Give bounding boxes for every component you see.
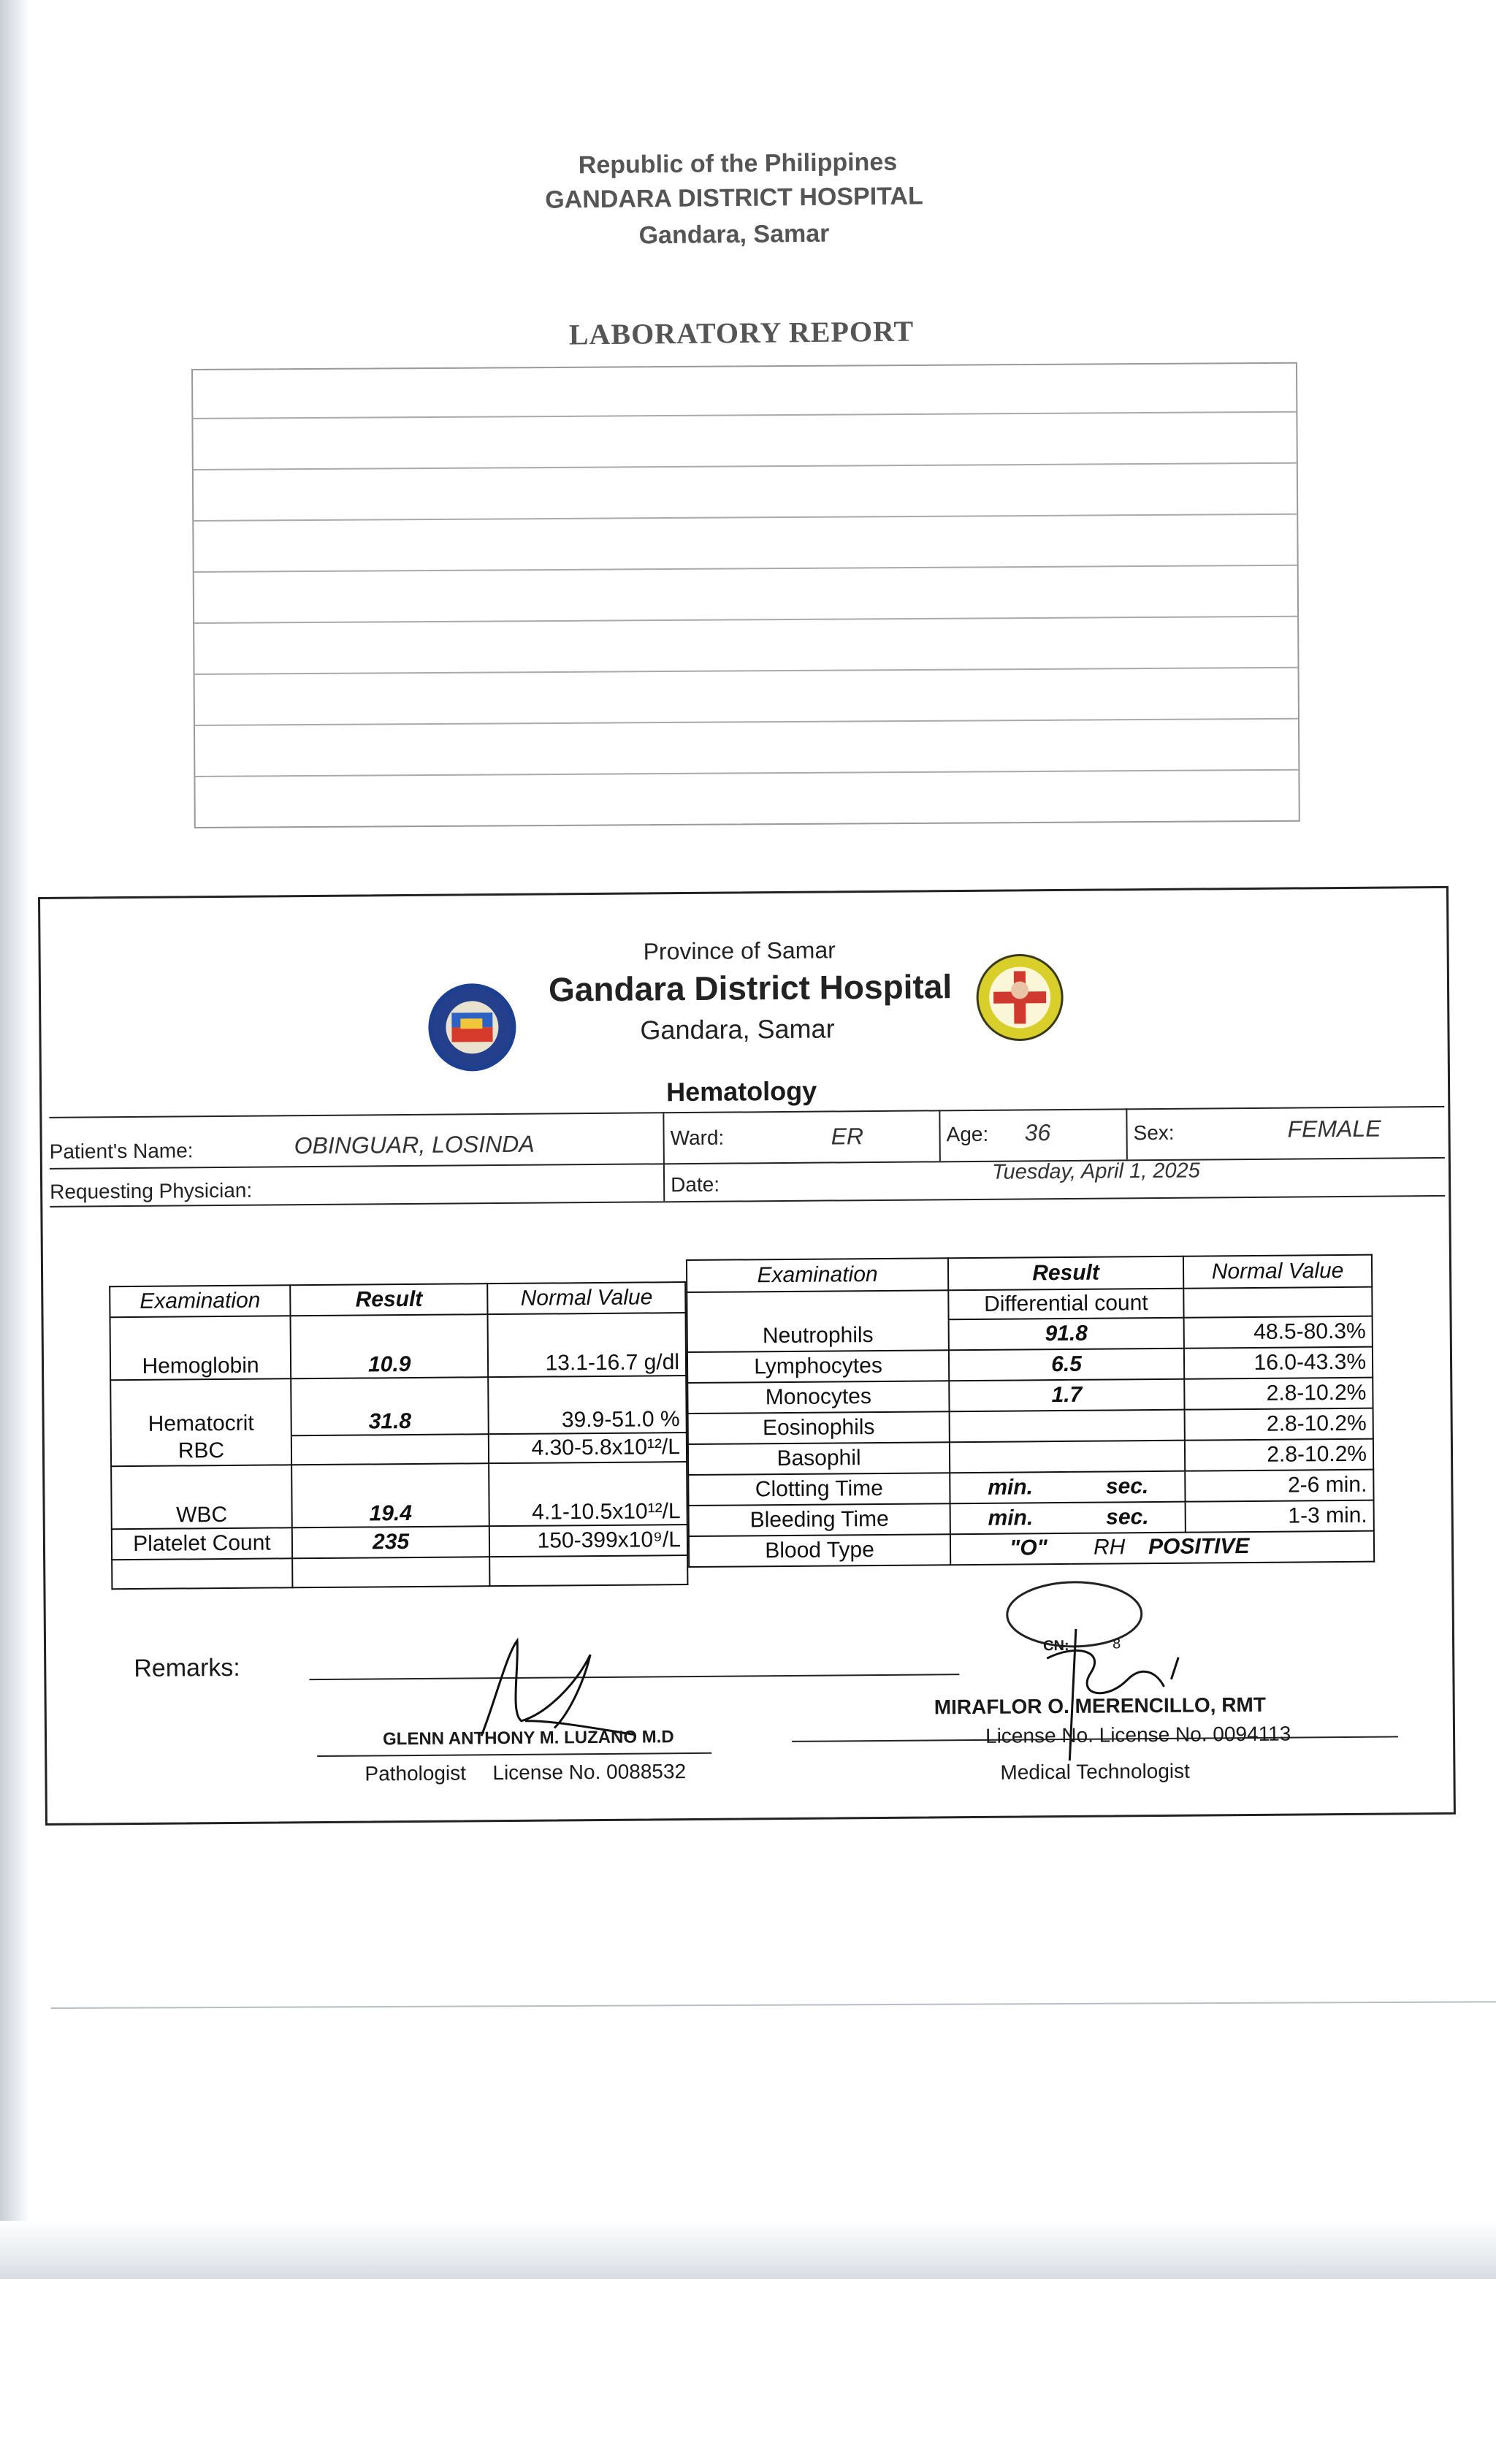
exam-name: Neutrophils (687, 1319, 949, 1352)
exam-normal-value: 48.5-80.3% (1184, 1316, 1373, 1349)
sex-label: Sex: (1133, 1121, 1175, 1145)
exam-result: 19.4 (291, 1463, 489, 1527)
table-row (688, 1439, 1373, 1475)
exam-name: RBC (111, 1435, 291, 1466)
col-header-examination: Examination (687, 1258, 948, 1292)
age-value: 36 (1024, 1119, 1051, 1146)
exam-name: Hematocrit (110, 1378, 291, 1437)
exam-normal-value: 16.0-43.3% (1184, 1347, 1373, 1379)
exam-result (950, 1410, 1185, 1443)
exam-result: 1.7 (949, 1379, 1184, 1412)
blood-count-table (109, 1281, 688, 1590)
exam-result: 10.9 (291, 1314, 489, 1378)
bleeding-min-unit: min. (950, 1503, 1071, 1534)
rh-value: POSITIVE (1148, 1534, 1250, 1560)
differential-count-label: Differential count (948, 1289, 1183, 1320)
info-grid-line (50, 1157, 1445, 1170)
pathologist-title: Pathologist (365, 1761, 467, 1785)
exam-normal-value: 4.1-10.5x10¹²/L (489, 1462, 687, 1526)
col-header-examination: Examination (110, 1285, 290, 1317)
report-title: LABORATORY REPORT (568, 314, 915, 351)
table-row (687, 1316, 1373, 1352)
pathologist-signature-line (317, 1752, 711, 1757)
ruled-notes-box (191, 362, 1300, 828)
col-header-normal-value: Normal Value (488, 1282, 686, 1314)
hospital-seal-icon (976, 953, 1064, 1042)
blood-type-value: "O" (1009, 1536, 1047, 1560)
table-row (688, 1408, 1373, 1444)
col-header-result: Result (948, 1256, 1183, 1291)
medtech-license: License No. License No. 0094113 (985, 1722, 1291, 1747)
ward-value: ER (831, 1123, 864, 1150)
table-row (110, 1313, 687, 1380)
clotting-min-unit: min. (950, 1472, 1070, 1503)
exam-result: 235 (292, 1526, 490, 1558)
bleeding-normal-value: 1-3 min. (1186, 1500, 1374, 1533)
exam-name: Lymphocytes (687, 1350, 949, 1383)
info-grid-line (1126, 1108, 1128, 1159)
col-header-result: Result (290, 1284, 488, 1316)
clotting-normal-value: 2-6 min. (1185, 1470, 1373, 1502)
medtech-title: Medical Technologist (1000, 1759, 1190, 1784)
hematology-report-card (38, 886, 1456, 1826)
exam-normal-value: 4.30-5.8x10¹²/L (489, 1433, 687, 1463)
card-province: Province of Samar (643, 937, 836, 965)
exam-name: WBC (111, 1465, 292, 1529)
info-grid-line (663, 1112, 665, 1201)
exam-result (950, 1441, 1185, 1473)
section-title: Hematology (665, 1075, 817, 1107)
table-row (112, 1525, 687, 1560)
exam-result (291, 1434, 489, 1465)
exam-normal-value: 150-399x10⁹/L (489, 1525, 687, 1557)
letterhead-country: Republic of the Philippines (578, 148, 898, 180)
exam-normal-value: 2.8-10.2% (1185, 1439, 1373, 1471)
col-header-normal-value: Normal Value (1183, 1255, 1372, 1289)
cn-label: CN: (1043, 1637, 1069, 1655)
differential-count-table (686, 1254, 1375, 1568)
cn-value: 8 (1112, 1636, 1121, 1652)
patient-name-value: OBINGUAR, LOSINDA (294, 1130, 535, 1159)
table-row (111, 1462, 687, 1529)
exam-name: Platelet Count (112, 1527, 292, 1560)
table-row (687, 1347, 1373, 1383)
table-row (110, 1376, 687, 1437)
table-row (111, 1433, 687, 1466)
exam-name: Monocytes (687, 1381, 949, 1414)
table-row (689, 1500, 1374, 1536)
sex-value: FEMALE (1287, 1115, 1381, 1143)
exam-name: Basophil (688, 1442, 950, 1475)
info-grid-line (939, 1110, 941, 1161)
exam-result: 31.8 (291, 1377, 489, 1435)
date-label: Date: (670, 1172, 720, 1197)
bleeding-sec-unit: sec. (1070, 1502, 1186, 1533)
info-grid-line (50, 1195, 1445, 1208)
medtech-name: MIRAFLOR O. MERENCILLO, RMT (934, 1693, 1267, 1719)
table-row (112, 1555, 687, 1589)
info-grid-line (49, 1106, 1444, 1118)
province-seal-icon (428, 983, 516, 1072)
pathologist-name: GLENN ANTHONY M. LUZANO M.D (382, 1727, 674, 1750)
exam-normal-value: 2.8-10.2% (1185, 1408, 1373, 1441)
exam-name: Eosinophils (688, 1411, 950, 1444)
remarks-label: Remarks: (134, 1653, 240, 1683)
age-label: Age: (946, 1122, 989, 1146)
exam-normal-value: 13.1-16.7 g/dl (488, 1313, 686, 1377)
exam-name: Hemoglobin (110, 1316, 291, 1380)
scan-bottom-shadow (0, 2221, 1496, 2279)
letterhead-hospital: GANDARA DISTRICT HOSPITAL (545, 182, 923, 214)
blood-type-label: Blood Type (689, 1534, 950, 1567)
pathologist-license: License No. 0088532 (492, 1760, 687, 1785)
clotting-sec-unit: sec. (1070, 1471, 1186, 1503)
physician-label: Requesting Physician: (50, 1178, 253, 1203)
exam-result: 91.8 (949, 1318, 1184, 1351)
clotting-time-label: Clotting Time (688, 1473, 950, 1506)
date-value: Tuesday, April 1, 2025 (991, 1159, 1200, 1184)
patient-name-label: Patient's Name: (49, 1139, 194, 1163)
table-row (688, 1470, 1373, 1506)
blood-type-cell (950, 1531, 1374, 1565)
paper-fold-line (51, 2001, 1496, 2009)
bleeding-time-label: Bleeding Time (689, 1503, 950, 1536)
card-hospital-name: Gandara District Hospital (548, 967, 953, 1009)
exam-result: 6.5 (949, 1349, 1184, 1381)
exam-normal-value: 2.8-10.2% (1184, 1378, 1373, 1410)
ward-label: Ward: (670, 1126, 725, 1150)
rh-label: RH (1093, 1535, 1126, 1560)
scan-edge-shadow (0, 0, 29, 2279)
exam-normal-value: 39.9-51.0 % (489, 1376, 687, 1434)
table-row (687, 1378, 1373, 1414)
table-row (689, 1531, 1374, 1567)
letterhead-town: Gandara, Samar (638, 219, 830, 250)
card-town: Gandara, Samar (640, 1013, 835, 1045)
